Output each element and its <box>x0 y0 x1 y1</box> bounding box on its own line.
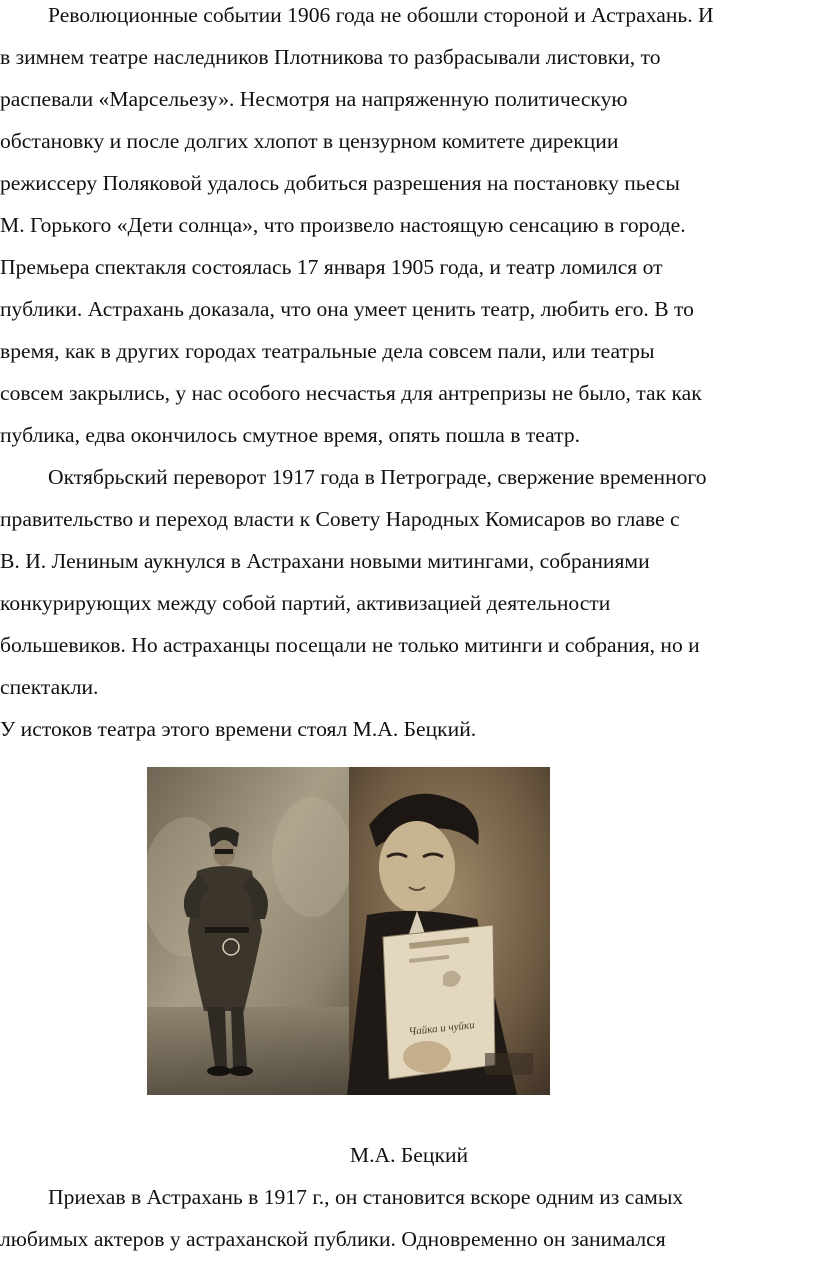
text-line: публики. Астрахань доказала, что она умеет ценить театр, любить его. В то <box>0 297 694 321</box>
text-line: распевали «Марсельезу». Несмотря на напряженную политическую <box>0 87 628 111</box>
text-line: публика, едва окончилось смутное время, опять пошла в театр. <box>0 423 581 447</box>
photo-caption: М.А. Бецкий <box>349 1143 469 1167</box>
paragraph-3: У истоков театра этого времени стоял М.А. Бецкий. <box>0 717 477 741</box>
text-line: Революционные событии 1906 года не обошли стороной и Астрахань. И <box>48 3 714 27</box>
photo-figure <box>147 767 550 1095</box>
text-line: конкурирующих между собой партий, активизацией деятельности <box>0 591 611 615</box>
photo-collage <box>147 767 550 1095</box>
text-line: любимых актеров у астраханской публики. Одновременно он занимался <box>0 1227 666 1251</box>
text-line: спектакли. <box>0 675 99 699</box>
text-line: большевиков. Но астраханцы посещали не только митинги и собрания, но и <box>0 633 700 657</box>
text-line: время, как в других городах театральные дела совсем пали, или театры <box>0 339 655 363</box>
text-line: М. Горького «Дети солнца», что произвело настоящую сенсацию в городе. <box>0 213 686 237</box>
text-line: В. И. Лениным аукнулся в Астрахани новыми митингами, собраниями <box>0 549 650 573</box>
text-line: правительство и переход власти к Совету Народных Комисаров во главе с <box>0 507 680 531</box>
text-line: Приехав в Астрахань в 1917 г., он становится вскоре одним из самых <box>48 1185 684 1209</box>
text-line: режиссеру Поляковой удалось добиться разрешения на постановку пьесы <box>0 171 680 195</box>
text-line: совсем закрылись, у нас особого несчастья для антрепризы не было, так как <box>0 381 702 405</box>
book-title: Чайка и чуйки <box>408 1019 476 1038</box>
text-line: Премьера спектакля состоялась 17 января 1905 года, и театр ломился от <box>0 255 663 279</box>
text-line: в зимнем театре наследников Плотникова то разбрасывали листовки, то <box>0 45 661 69</box>
text-line: Октябрьский переворот 1917 года в Петрограде, свержение временного <box>48 465 707 489</box>
text-line: обстановку и после долгих хлопот в цензурном комитете дирекции <box>0 129 619 153</box>
right-photo <box>347 767 550 1095</box>
left-photo <box>147 767 352 1095</box>
